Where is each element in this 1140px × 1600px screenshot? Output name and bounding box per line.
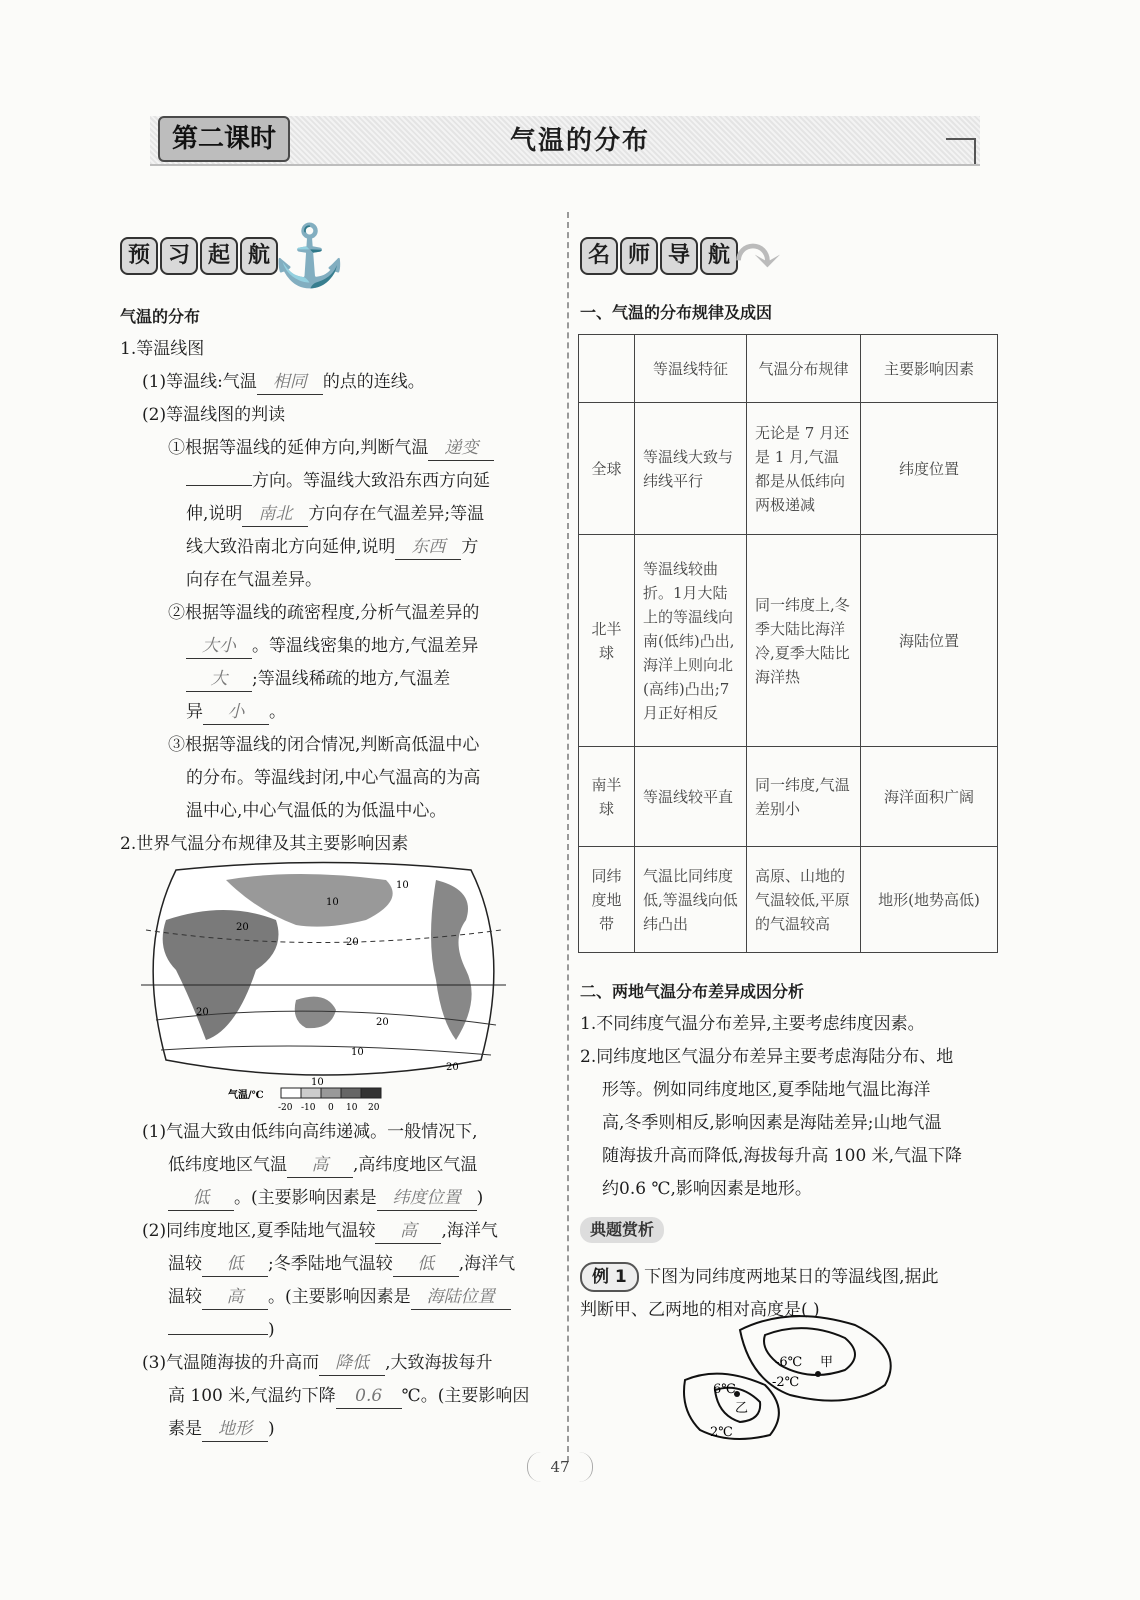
table-row: [579, 747, 998, 847]
left-column: [120, 300, 550, 861]
column-divider: [567, 212, 569, 1462]
badge-char: 师: [620, 237, 658, 275]
line: 素是 地形 ): [120, 1413, 550, 1446]
map-label: 10: [351, 1047, 364, 1058]
table-header-row: [579, 335, 998, 403]
line: (1)等温线:气温 相同 的点的连线。: [120, 366, 550, 399]
table-cell: 北半球: [579, 535, 635, 747]
line: 线大致沿南北方向延伸,说明 东西 方: [120, 531, 550, 564]
line: 高 100 米,气温约下降 0.6 ℃。(主要影响因: [120, 1380, 550, 1413]
table-header: 等温线特征: [635, 335, 747, 403]
badge-char: 航: [700, 237, 738, 275]
table-cell: 同一纬度上,冬季大陆比海洋冷,夏季大陆比海洋热: [747, 535, 861, 747]
table-cell: 气温比同纬度低,等温线向低纬凸出: [635, 847, 747, 953]
table-cell: 海陆位置: [861, 535, 998, 747]
legend-tick: 10: [346, 1103, 358, 1110]
line: 低 。(主要影响因素是 纬度位置 ): [120, 1182, 550, 1215]
lesson-header: [150, 116, 980, 166]
line: (2)同纬度地区,夏季陆地气温较 高 ,海洋气: [120, 1215, 550, 1248]
isotherm-example-figure: [680, 1310, 910, 1445]
answer-blank: 0.6: [336, 1384, 402, 1409]
answer-blank: 海陆位置: [411, 1285, 511, 1310]
badge-char: 预: [120, 237, 158, 275]
answer-blank: 东西: [395, 535, 461, 560]
line: 形等。例如同纬度地区,夏季陆地气温比海洋: [602, 1080, 931, 1100]
line: 1.不同纬度气温分布差异,主要考虑纬度因素。: [580, 1014, 925, 1034]
section-title: 二、两地气温分布差异成因分析: [580, 982, 805, 1001]
answer-blank: 小: [203, 700, 269, 725]
table-cell: 等温线较平直: [635, 747, 747, 847]
line: 温中心,中心气温低的为低温中心。: [186, 801, 447, 821]
table-row: [579, 847, 998, 953]
line: (2)等温线图的判读: [142, 405, 286, 425]
answer-blank: [168, 1334, 268, 1335]
table-header: 气温分布规律: [747, 335, 861, 403]
line: 判断甲、乙两地的相对高度是( ): [580, 1300, 820, 1320]
answer-blank: 高: [375, 1219, 441, 1244]
line: 的分布。等温线封闭,中心气温高的为高: [186, 768, 481, 788]
answer-blank: 低: [202, 1252, 268, 1277]
answer-blank: 相同: [257, 370, 323, 395]
right-column-bottom: [580, 975, 1010, 1327]
map-label: 10: [326, 897, 339, 908]
iso-label: 6℃: [713, 1382, 736, 1397]
line: 异 小 。: [120, 696, 550, 729]
answer-blank: 纬度位置: [377, 1186, 477, 1211]
table-cell: 南半球: [579, 747, 635, 847]
iso-label: -6℃: [775, 1355, 803, 1370]
badge-char: 航: [240, 237, 278, 275]
example-number: 例 1: [580, 1262, 639, 1292]
legend-tick: -10: [301, 1103, 316, 1110]
preview-badge: [120, 221, 347, 291]
answer-blank: 地形: [202, 1417, 268, 1442]
badge-char: 习: [160, 237, 198, 275]
answer-blank: 大小: [186, 634, 252, 659]
page-number: 47: [527, 1452, 593, 1482]
badge-char: 导: [660, 237, 698, 275]
answer-blank: 低: [168, 1186, 234, 1211]
question-2: 2.世界气温分布规律及其主要影响因素: [120, 834, 409, 854]
answer-blank: 低: [393, 1252, 459, 1277]
answer-blank: 高: [287, 1153, 353, 1178]
section-title: 一、气温的分布规律及成因: [580, 303, 773, 322]
line: 向存在气温差异。: [186, 570, 322, 590]
line: ): [120, 1314, 550, 1347]
table-cell: 地形(地势高低): [861, 847, 998, 953]
table-cell: 全球: [579, 403, 635, 535]
iso-label: 乙: [735, 1401, 749, 1416]
map-label: 20: [376, 1017, 389, 1028]
table-cell: 同纬度地带: [579, 847, 635, 953]
answer-blank: 高: [202, 1285, 268, 1310]
swirl-icon: ↷: [732, 221, 783, 291]
line: 伸,说明 南北 方向存在气温差异;等温: [120, 498, 550, 531]
temperature-table: [578, 334, 998, 953]
answer-blank: [186, 485, 252, 486]
table-row: [579, 535, 998, 747]
table-row: [579, 403, 998, 535]
table-cell: 纬度位置: [861, 403, 998, 535]
line: ③根据等温线的闭合情况,判断高低温中心: [168, 735, 480, 755]
line: 约0.6 ℃,影响因素是地形。: [602, 1179, 812, 1199]
answer-blank: 南北: [242, 502, 308, 527]
teacher-guide-badge: [580, 221, 783, 291]
legend-tick: 20: [368, 1103, 380, 1110]
line: 大小 。等温线密集的地方,气温差异: [120, 630, 550, 663]
badge-char: 起: [200, 237, 238, 275]
answer-blank: 大: [186, 667, 252, 692]
iso-label: 2℃: [710, 1425, 733, 1440]
line: 例 1 下图为同纬度两地某日的等温线图,据此: [580, 1261, 1010, 1294]
legend-title: 气温/℃: [228, 1090, 264, 1101]
line: 2.同纬度地区气温分布差异主要考虑海陆分布、地: [580, 1047, 954, 1067]
iso-label: -2℃: [772, 1375, 800, 1390]
map-label: 20: [236, 922, 249, 933]
line: 温较 低 ;冬季陆地气温较 低 ,海洋气: [120, 1248, 550, 1281]
table-cell: 同一纬度,气温差别小: [747, 747, 861, 847]
line: (3)气温随海拔的升高而 降低 ,大致海拔每升: [120, 1347, 550, 1380]
map-label: 20: [196, 1007, 209, 1018]
line: 大 ;等温线稀疏的地方,气温差: [120, 663, 550, 696]
line: [580, 1214, 1010, 1247]
world-temperature-map: [136, 860, 511, 1110]
answer-blank: 递变: [428, 436, 494, 461]
legend-tick: 0: [328, 1103, 334, 1110]
badge-char: 名: [580, 237, 618, 275]
map-label: 20: [446, 1062, 459, 1073]
anchor-icon: ⚓: [272, 221, 347, 291]
line: 低纬度地区气温 高 ,高纬度地区气温: [120, 1149, 550, 1182]
answer-blank: 降低: [319, 1351, 385, 1376]
line: 高,冬季则相反,影响因素是海陆差异;山地气温: [602, 1113, 942, 1133]
legend-tick: -20: [278, 1103, 293, 1110]
table-cell: 等温线较曲折。1月大陆上的等温线向南(低纬)凸出,海洋上则向北(高纬)凸出;7月正好相反: [635, 535, 747, 747]
table-cell: 等温线大致与纬线平行: [635, 403, 747, 535]
corner-bracket: [946, 138, 976, 164]
table-header: [579, 335, 635, 403]
line: ②根据等温线的疏密程度,分析气温差异的: [168, 603, 480, 623]
page-title: 气温的分布: [510, 126, 651, 156]
lesson-label: 第二课时: [158, 116, 290, 162]
line: 温较 高 。(主要影响因素是 海陆位置: [120, 1281, 550, 1314]
line: 方向。等温线大致沿东西方向延: [120, 465, 550, 498]
map-label: 10: [396, 880, 409, 891]
table-header: 主要影响因素: [861, 335, 998, 403]
section-title: 气温的分布: [120, 307, 201, 326]
example-tag: 典题赏析: [580, 1217, 664, 1243]
map-label: 20: [346, 937, 359, 948]
line: ①根据等温线的延伸方向,判断气温 递变: [120, 432, 550, 465]
iso-label: 甲: [820, 1355, 834, 1370]
table-cell: 海洋面积广阔: [861, 747, 998, 847]
line: 随海拔升高而降低,海拔每升高 100 米,气温下降: [602, 1146, 963, 1166]
table-cell: 无论是 7 月还是 1 月,气温都是从低纬向两极递减: [747, 403, 861, 535]
right-column: [580, 296, 1010, 329]
map-label: 10: [311, 1077, 324, 1088]
left-column-bottom: [120, 1116, 550, 1446]
table-cell: 高原、山地的气温较低,平原的气温较高: [747, 847, 861, 953]
question-1: 1.等温线图: [120, 339, 205, 359]
line: (1)气温大致由低纬向高纬递减。一般情况下,: [142, 1122, 478, 1142]
